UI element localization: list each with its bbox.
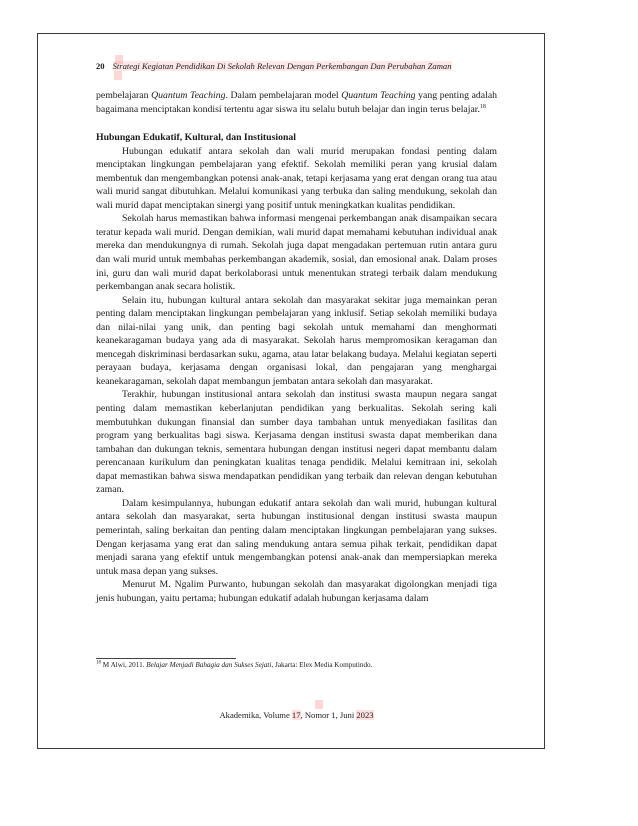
running-header: [96, 61, 496, 72]
section-heading: Hubungan Edukatif, Kultural, dan Institusional: [96, 132, 296, 144]
page-number: 20: [96, 61, 105, 71]
term-quantum-teaching: Quantum Teaching: [151, 90, 226, 101]
running-title: Strategi Kegiatan Pendidikan Di Sekolah Relevan Dengan Perkembangan Dan Perubahan Zaman: [112, 61, 452, 71]
footnote-book-title: Belajar Menjadi Bahagia dan Sukses Sejati: [146, 661, 272, 669]
year: 2023: [356, 710, 374, 720]
paragraph: Hubungan edukatif antara sekolah dan wali murid merupakan fondasi penting dalam menciptakan lingkungan pembelajaran yang efektif. Sekolah memiliki peran yang krusial dalam membentuk dan mengembangkan potensi anak-anak, tetapi kerjasama yang erat dengan orang tua atau wali murid sangat dibutuhkan. Melalui komunikasi yang terbuka dan saling mendukung, sekolah dan wali murid dapat menciptakan sinergi yang positif untuk meningkatkan kualitas pendidikan.: [96, 145, 497, 211]
paragraph: Terakhir, hubungan institusional antara sekolah dan institusi swasta maupun negara sangat penting dalam memastikan keberlanjutan pendidikan yang berkualitas. Sekolah sering kali membutuhkan dukungan finansial dan sumber daya tambahan untuk menyediakan fasilitas dan program yang berkualitas bagi siswa. Kerjasama dengan institusi swasta dapat memberikan dana tambahan dan dukungan teknis, sementara hubungan dengan institusi negeri dapat membantu dalam perencanaan kurikulum dan peningkatan kualitas tenaga pendidik. Melalui kemitraan ini, sekolah dapat memastikan bahwa siswa mendapatkan pendidikan yang terbaik dan relevan dengan kebutuhan zaman.: [96, 389, 497, 496]
paragraph: Selain itu, hubungan kultural antara sekolah dan masyarakat sekitar juga memainkan peran penting dalam menciptakan lingkungan pembelajaran yang inklusif. Setiap sekolah memiliki budaya dan nilai-nilai yang unik, dan penting bagi sekolah untuk memahami dan menghormati keanekaragaman budaya yang ada di masyarakat. Sekolah harus mempromosikan keragaman dan mencegah diskriminasi berdasarkan suku, agama, atau latar belakang budaya. Melalui kegiatan seperti perayaan budaya, kerjasama dengan organisasi lokal, dan pengajaran yang menghargai keanekaragaman, sekolah dapat membangun jembatan antara sekolah dan masyarakat.: [96, 294, 497, 387]
footnote-number: 18: [96, 660, 101, 666]
paragraph: Dalam kesimpulannya, hubungan edukatif antara sekolah dan wali murid, hubungan kultural antara sekolah dan masyarakat, serta hubungan institusional dengan institusi swasta maupun pemerintah, saling berkaitan dan penting dalam menciptakan lingkungan pembelajaran yang sukses. Dengan kerjasama yang erat dan saling mendukung antara semua pihak terkait, pendidikan dapat menjadi sarana yang efektif untuk mengembangkan potensi anak-anak dan mempersiapkan mereka untuk masa depan yang sukses.: [96, 497, 497, 577]
annotation-marker: [315, 700, 323, 709]
intro-paragraph: pembelajaran Quantum Teaching. Dalam pembelajaran model Quantum Teaching yang penting adalah bagaimana menciptakan kondisi tertentu agar siswa itu selalu butuh belajar dan ingin terus belajar.$^{18}$: [96, 90, 498, 115]
footnote: $^{18}$ M Alwi, 2011. Belajar Menjadi Bahagia dan Sukses Sejati, Jakarta: Elex Media Komputindo.: [96, 660, 373, 669]
page-footer: Akademika, Volume 17, Nomor 1, Juni 2023: [219, 710, 374, 720]
paragraph: Menurut M. Ngalim Purwanto, hubungan sekolah dan masyarakat digolongkan menjadi tiga jenis hubungan, yaitu pertama; hubungan edukatif adalah hubungan kerjasama dalam: [96, 579, 497, 604]
annotation-marker: [114, 71, 122, 80]
volume-number: 17: [291, 710, 301, 720]
paragraph: Sekolah harus memastikan bahwa informasi mengenai perkembangan anak disampaikan secara teratur kepada wali murid. Dengan demikian, wali murid dapat memahami kebutuhan individual anak mereka dan mendukungnya di rumah. Sekolah juga dapat mengadakan pertemuan rutin antara guru dan wali murid untuk membahas perkembangan akademik, sosial, dan emosional anak. Dalam proses ini, guru dan wali murid dapat berkolaborasi untuk menentukan strategi terbaik dalam mendukung perkembangan anak secara holistik.: [96, 213, 497, 293]
footnote-divider: [96, 658, 236, 659]
footnote-ref[interactable]: 18: [479, 103, 486, 110]
term-quantum-teaching: Quantum Teaching: [341, 90, 416, 101]
body-text: [96, 89, 497, 605]
